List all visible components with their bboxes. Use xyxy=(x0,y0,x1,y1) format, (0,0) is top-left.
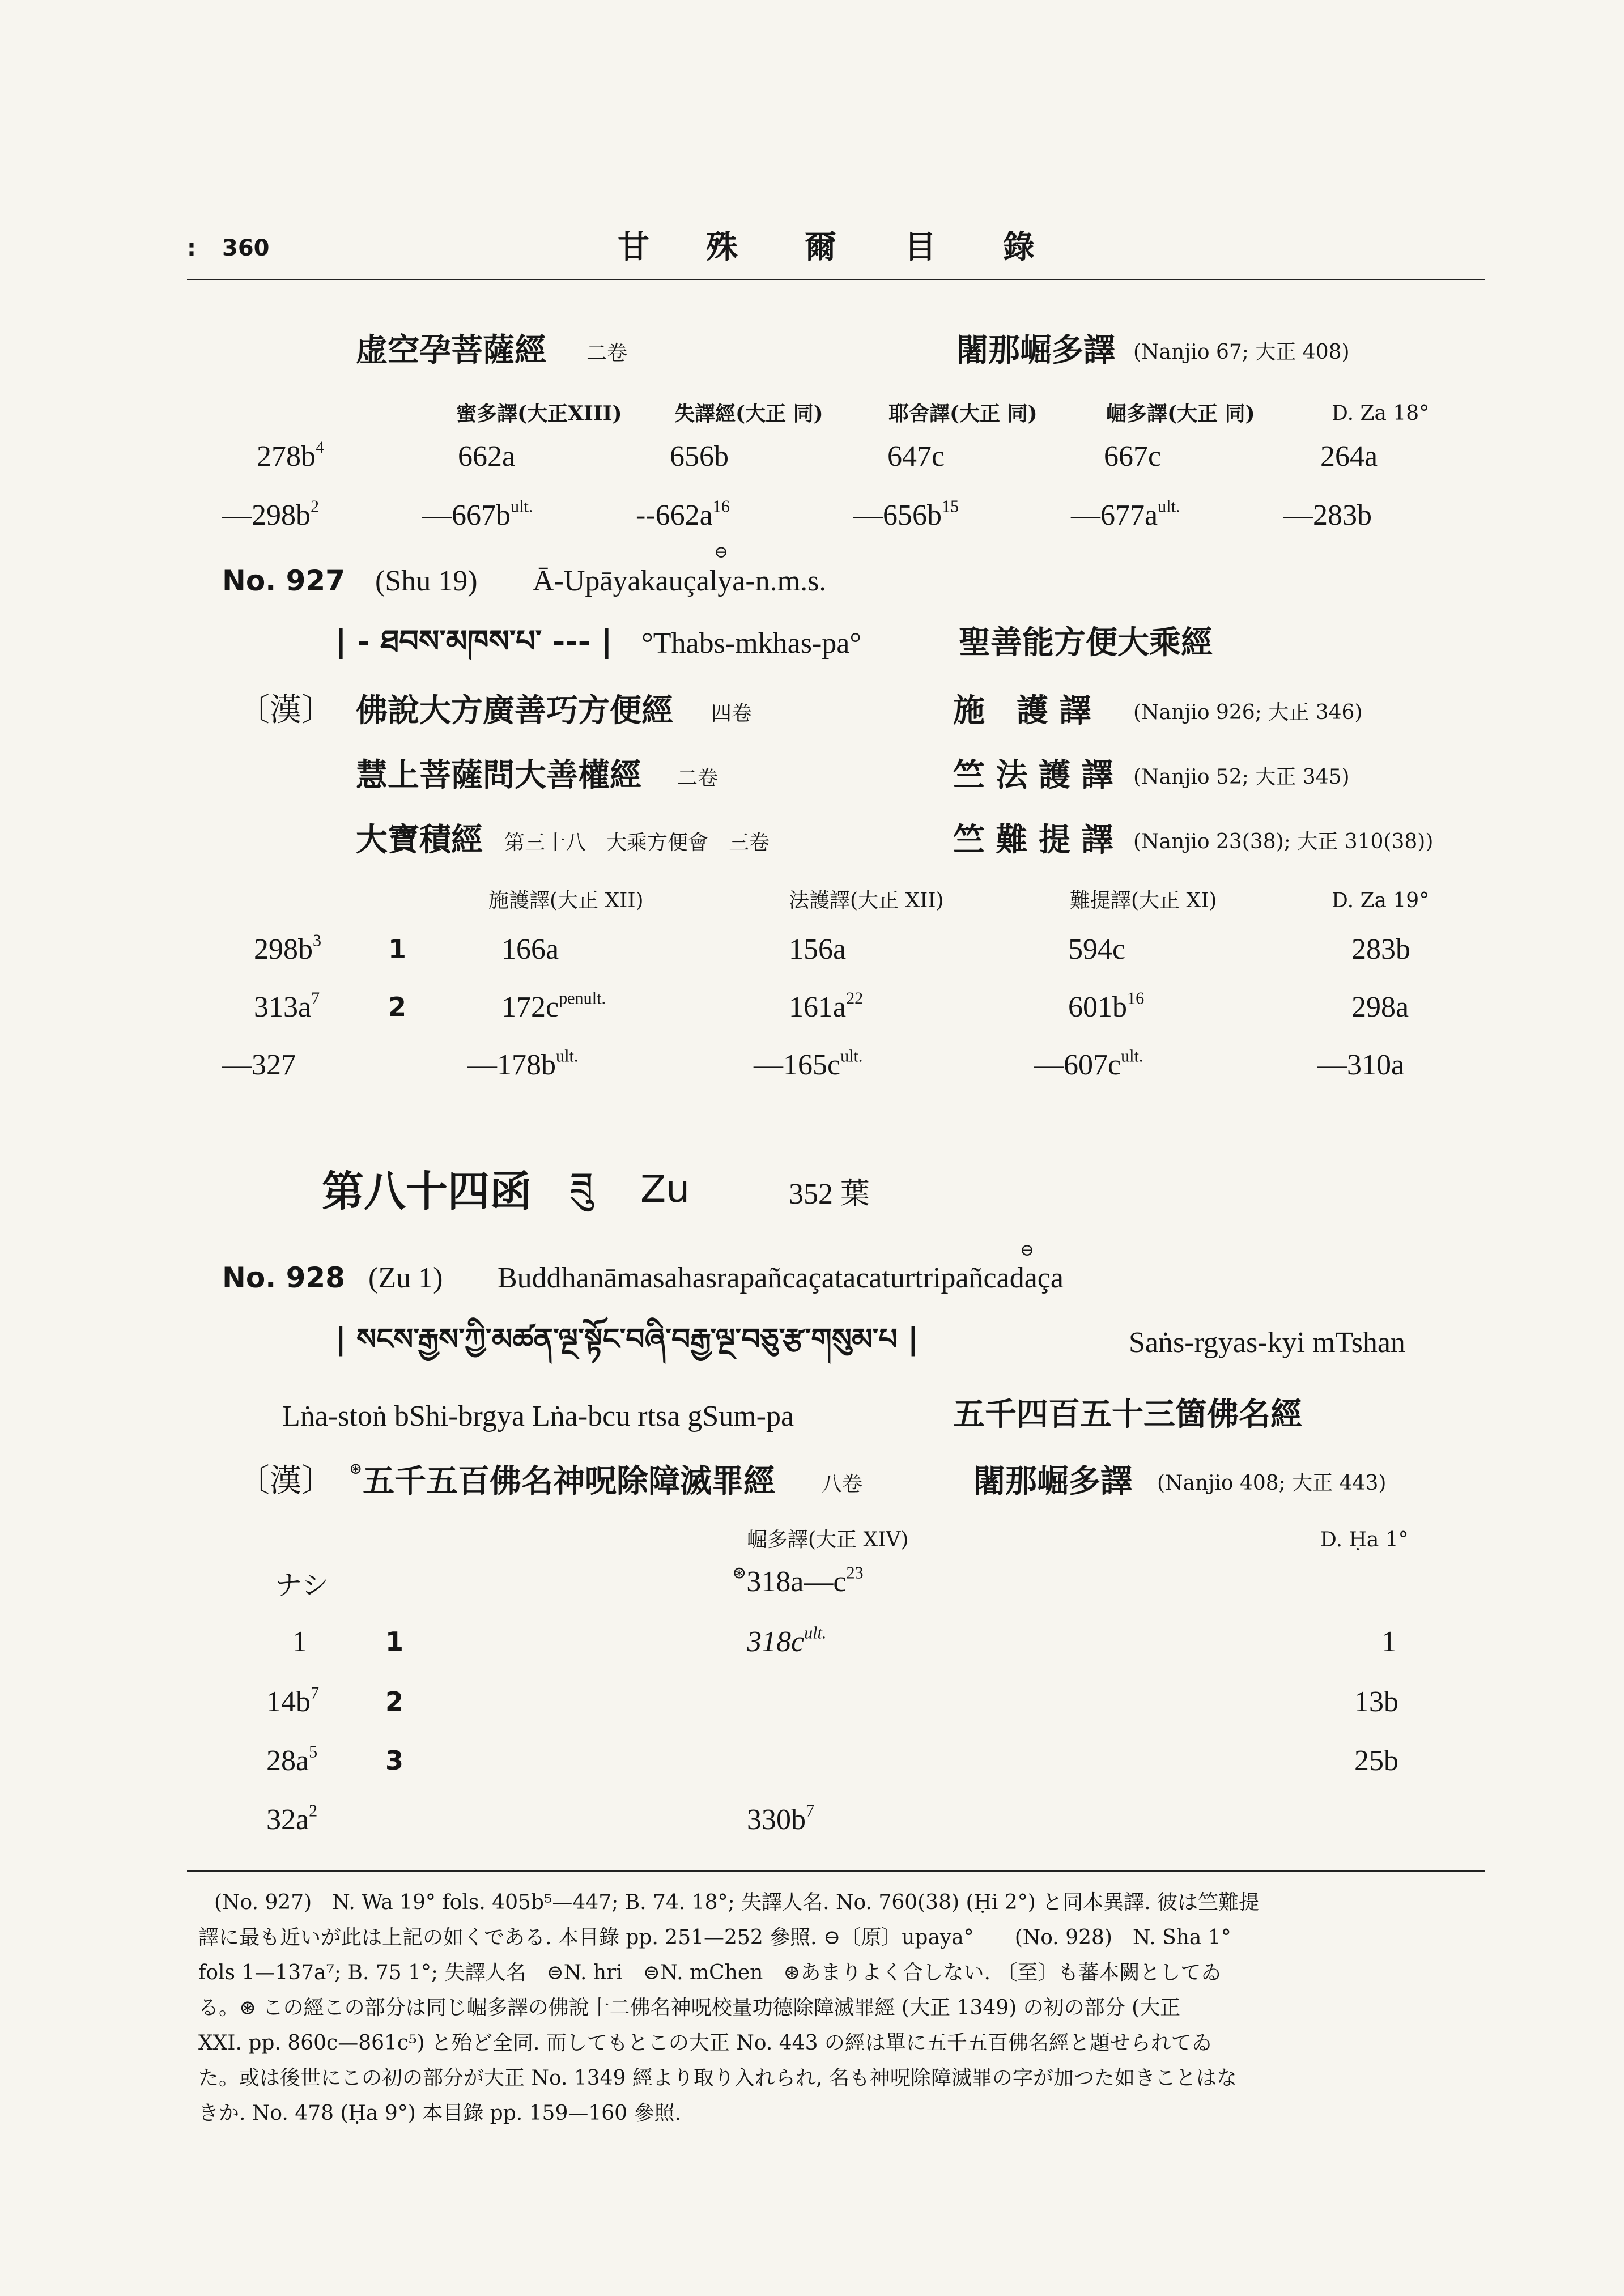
column-header: 施護譯(大正 XII) xyxy=(488,889,644,912)
chinese-title: 聖善能方便大乘經 xyxy=(959,624,1213,661)
column-header: D. Za 18° xyxy=(1332,402,1430,425)
table-cell: $28a^5$ xyxy=(266,1742,318,1777)
variant-mark: ⊖ xyxy=(1020,1241,1035,1260)
table-cell: 656b xyxy=(670,440,729,473)
table-cell: $318c^{ult.}$ xyxy=(747,1623,827,1658)
section-tibetan-letter: ཟུ xyxy=(569,1164,593,1210)
table-cell: $14b^7$ xyxy=(266,1683,320,1718)
footnote-line: fols 1—137a⁷; B. 75 1°; 失譯人名 ⊜N. hri ⊜N. mChen ⊛あまりよく合しない. 〔至〕も蕃本闕としてゐ xyxy=(198,1961,1222,1984)
table-cell: —327 xyxy=(222,1049,296,1081)
entry-translator: 闍那崛多譯 xyxy=(956,331,1115,369)
column-header: 失譯經(大正 同) xyxy=(674,402,823,426)
table-cell: 156a xyxy=(789,933,847,966)
column-header: 耶舍譯(大正 同) xyxy=(888,402,1038,426)
nashi-label: ナシ xyxy=(275,1570,329,1601)
footnote-line: た。或は後世にこの初の部分が大正 No. 1349 經より取り入れられ, 名も神呪除障滅罪の字が加つた如きことはな xyxy=(198,2067,1237,2090)
table-cell: 264a xyxy=(1320,440,1378,473)
han-vols: 二卷 xyxy=(677,767,719,790)
footnote-line: きか. No. 478 (Ḥa 9°) 本目錄 pp. 159—160 參照. xyxy=(198,2102,681,2125)
table-cell: $—677a^{ult.}$ xyxy=(1071,496,1180,532)
han-translator: 施 護 譯 xyxy=(953,692,1091,729)
column-header: 法護譯(大正 XII) xyxy=(789,889,944,912)
han-vols: 四卷 xyxy=(711,702,753,725)
table-cell: $—667b^{ult.}$ xyxy=(422,496,533,532)
entry-number: No. 927 xyxy=(222,564,345,597)
column-header: 難提譯(大正 XI) xyxy=(1070,889,1217,912)
tibetan-title: | - ཐབས་མཁས་པ་ --- | xyxy=(335,623,613,659)
chinese-title: 五千四百五十三箇佛名經 xyxy=(953,1396,1302,1433)
table-cell: 647c xyxy=(887,440,945,473)
table-cell: 25b xyxy=(1354,1745,1398,1777)
section-leaves: 352 葉 xyxy=(789,1178,870,1210)
entry-number: No. 928 xyxy=(222,1261,345,1294)
table-cell: 2 xyxy=(385,1686,404,1717)
box-ref: (Zu 1) xyxy=(368,1262,443,1294)
table-cell: 1 xyxy=(1381,1626,1396,1658)
table-cell: 283b xyxy=(1351,933,1410,966)
table-cell: 667c xyxy=(1104,440,1162,473)
han-title: 慧上菩薩問大善權經 xyxy=(356,756,641,794)
han-mark: ⊛ xyxy=(349,1459,363,1478)
han-title: 大寶積經 xyxy=(356,821,483,858)
column-header: D. Za 19° xyxy=(1332,889,1430,912)
table-cell: 662a xyxy=(458,440,516,473)
box-ref: (Shu 19) xyxy=(375,565,478,597)
section-roman: Zu xyxy=(640,1167,690,1211)
table-cell: $161a^{22}$ xyxy=(789,988,864,1023)
tibetan-transliteration: Lṅa-stoṅ bShi-brgya Lṅa-bcu rtsa gSum-pa xyxy=(282,1400,794,1432)
table-cell: $32a^2$ xyxy=(266,1801,318,1836)
variant-mark: ⊖ xyxy=(714,543,729,562)
table-cell: $—178b^{ult.}$ xyxy=(467,1046,579,1081)
column-header: 崛多譯(大正 同) xyxy=(1106,402,1255,426)
han-translator: 闍那崛多譯 xyxy=(973,1462,1132,1500)
sanskrit-title: Ā-Upāyakauçalya-n.m.s. xyxy=(533,565,827,597)
table-cell: $601b^{16}$ xyxy=(1068,988,1145,1023)
han-title: 五千五百佛名神呪除障滅罪經 xyxy=(363,1462,775,1500)
han-translator: 竺 法 護 譯 xyxy=(953,756,1113,794)
han-vols: 八卷 xyxy=(822,1473,863,1496)
tibetan-transliteration: Saṅs-rgyas-kyi mTshan xyxy=(1129,1326,1405,1359)
column-header: 蜜多譯(大正XIII) xyxy=(456,402,622,426)
sanskrit-title: Buddhanāmasahasrapañcaçatacaturtripañcadaça xyxy=(498,1262,1064,1294)
table-cell: $—165c^{ult.}$ xyxy=(754,1046,863,1081)
han-title: 佛說大方廣善巧方便經 xyxy=(356,692,673,729)
han-translator: 竺 難 提 譯 xyxy=(953,821,1113,858)
table-cell: 2 xyxy=(388,992,407,1022)
han-ref: (Nanjio 408; 大正 443) xyxy=(1157,1472,1387,1495)
table-cell: $^⊛318a—c^{23}$ xyxy=(732,1563,864,1598)
table-cell: 3 xyxy=(385,1745,404,1776)
table-cell: $--662a^{16}$ xyxy=(636,496,730,532)
table-cell: $313a^7$ xyxy=(254,988,320,1023)
entry-ref: (Nanjio 67; 大正 408) xyxy=(1133,341,1350,364)
table-cell: $—656b^{15}$ xyxy=(853,496,959,532)
table-cell: —283b xyxy=(1283,499,1372,532)
section-title: 第八十四函 xyxy=(322,1167,532,1216)
table-cell: 594c xyxy=(1068,933,1126,966)
column-header: 崛多譯(大正 XIV) xyxy=(747,1528,909,1551)
running-title-char: 錄 xyxy=(1003,228,1035,266)
table-cell: $—298b^2$ xyxy=(222,496,320,532)
table-cell: —310a xyxy=(1317,1049,1405,1081)
table-cell: 1 xyxy=(292,1626,307,1658)
column-header: D. Ḥa 1° xyxy=(1320,1528,1409,1551)
table-cell: 298a xyxy=(1351,991,1409,1023)
footnote-rule xyxy=(187,1870,1485,1872)
footnote-line: る。⊛ この經この部分は同じ崛多譯の佛說十二佛名神呪校量功德除障滅罪經 (大正 1349) の初の部分 (大正 xyxy=(198,1996,1181,2019)
table-cell: $298b^3$ xyxy=(254,930,322,966)
running-title-char: 目 xyxy=(904,228,936,266)
han-label: 〔漢〕 xyxy=(238,1462,333,1499)
running-title-char: 殊 xyxy=(706,228,738,266)
running-title-char: 爾 xyxy=(805,228,836,266)
page-header-mark: : xyxy=(187,235,196,261)
table-cell: $172c^{penult.}$ xyxy=(501,988,606,1023)
han-ref: (Nanjio 926; 大正 346) xyxy=(1133,701,1363,724)
page-number: 360 xyxy=(222,235,270,261)
han-vols: 第三十八 大乘方便會 三卷 xyxy=(504,831,770,854)
footnote-line: XXI. pp. 860c—861c⁵) と殆ど全同. 而してもとこの大正 No. 443 の經は單に五千五百佛名經と題せられてゐ xyxy=(198,2031,1212,2055)
footnote-line: (No. 927) N. Wa 19° fols. 405b⁵—447; B. 74. 18°; 失譯人名. No. 760(38) (Ḥi 2°) と同本異譯. 彼は竺難提 xyxy=(214,1891,1260,1914)
table-cell: 13b xyxy=(1354,1686,1398,1718)
table-cell: $—607c^{ult.}$ xyxy=(1034,1046,1143,1081)
table-cell: $330b^7$ xyxy=(747,1801,815,1836)
han-ref: (Nanjio 23(38); 大正 310(38)) xyxy=(1133,830,1434,853)
header-rule xyxy=(187,279,1485,280)
han-label: 〔漢〕 xyxy=(238,692,333,729)
running-title-char: 甘 xyxy=(618,228,649,266)
entry-vols: 二卷 xyxy=(586,342,628,365)
tibetan-title: | སངས་རྒྱས་ཀྱི་མཚན་ལྔ་སྟོང་བཞི་བརྒྱ་ལྔ་བཅུ་རྩ་གསུམ་པ | xyxy=(335,1322,919,1357)
tibetan-transliteration: °Thabs-mkhas-pa° xyxy=(641,627,862,660)
table-cell: $278b^4$ xyxy=(257,437,325,473)
entry-title: 虚空孕菩薩經 xyxy=(356,331,546,369)
table-cell: 166a xyxy=(501,933,559,966)
table-cell: 1 xyxy=(385,1626,404,1657)
han-ref: (Nanjio 52; 大正 345) xyxy=(1133,766,1350,789)
footnote-line: 譯に最も近いが此は上記の如くである. 本目錄 pp. 251—252 參照. ⊖〔原〕upaya° (No. 928) N. Sha 1° xyxy=(198,1926,1231,1949)
table-cell: 1 xyxy=(388,934,407,964)
